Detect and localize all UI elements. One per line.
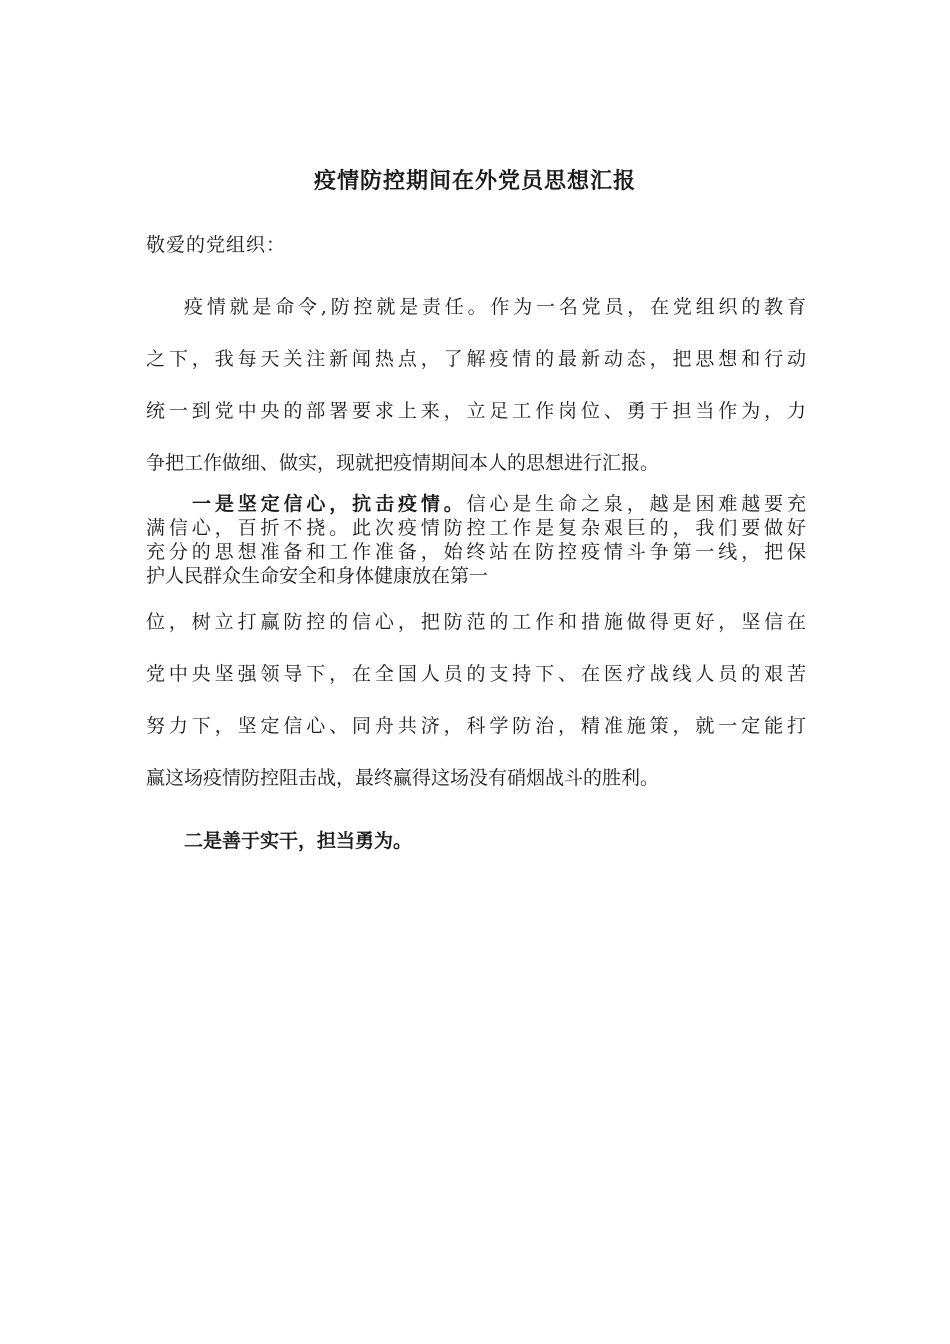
intro-line-1: 疫情就是命令,防控就是责任。作为一名党员，在党组织的教育 [184, 296, 806, 318]
point-one-line-4: 赢这场疫情防控阻击战，最终赢得这场没有硝烟战斗的胜利。 [146, 767, 660, 789]
intro-line-2: 之下，我每天关注新闻热点，了解疫情的最新动态，把思想和行动 [146, 348, 806, 370]
point-one-line-3: 努力下，坚定信心、同舟共济，科学防治，精准施策，就一定能打 [146, 715, 806, 737]
point-one-line-2: 党中央坚强领导下，在全国人员的支持下、在医疗战线人员的艰苦 [146, 663, 806, 685]
point-one-first-line [146, 492, 806, 516]
point-one-compact-line-1: 满信心，百折不挠。此次疫情防控工作是复杂艰巨的，我们要做好 [146, 517, 806, 539]
intro-line-4: 争把工作做细、做实，现就把疫情期间本人的思想进行汇报。 [146, 452, 660, 474]
salutation: 敬爱的党组织： [146, 234, 287, 256]
point-one-heading: 一是坚定信心，抗击疫情。 [192, 493, 467, 515]
point-two-heading: 二是善于实干，担当勇为。 [184, 830, 413, 852]
document-title: 疫情防控期间在外党员思想汇报 [313, 168, 636, 194]
point-one-line-1: 位，树立打赢防控的信心，把防范的工作和措施做得更好，坚信在 [146, 611, 806, 633]
point-one-compact-line-2: 充分的思想准备和工作准备，始终站在防控疫情斗争第一线，把保 [146, 541, 806, 563]
intro-line-3: 统一到党中央的部署要求上来，立足工作岗位、勇于担当作为，力 [146, 400, 806, 422]
point-one-compact-line-3: 护人民群众生命安全和身体健康放在第一 [146, 565, 489, 587]
point-one-first-line-text: 信心是生命之泉，越是困难越要充 [466, 493, 806, 515]
